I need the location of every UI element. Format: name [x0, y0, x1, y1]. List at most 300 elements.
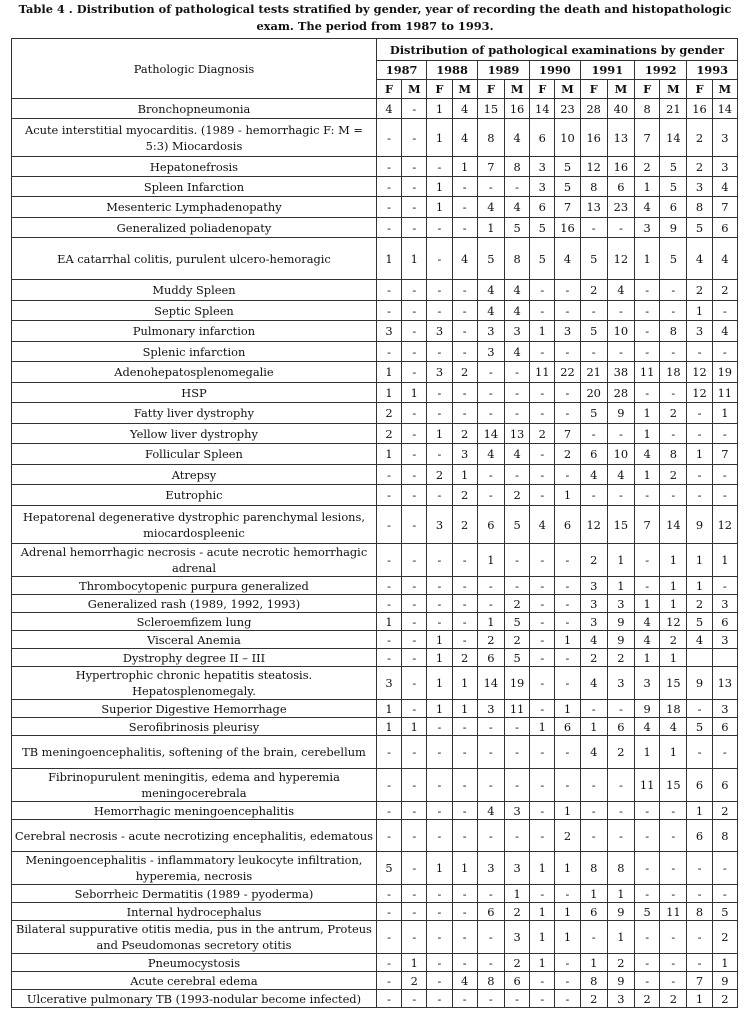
- table-row: [12, 631, 738, 649]
- value-cell: -: [402, 197, 427, 218]
- table-row: [12, 990, 738, 1008]
- value-cell: -: [635, 802, 660, 820]
- value-cell: 2: [607, 954, 634, 972]
- value-cell: 1: [427, 197, 452, 218]
- value-cell: 1: [427, 99, 452, 119]
- value-cell: 8: [660, 321, 687, 342]
- value-cell: -: [580, 769, 607, 802]
- diagnosis-cell: Hemorrhagic meningoencephalitis: [12, 802, 377, 820]
- diagnosis-cell: Acute interstitial myocarditis. (1989 - hemorrhagic F: M = 5:3) Miocardosis: [12, 119, 377, 157]
- value-cell: -: [402, 990, 427, 1008]
- value-cell: 9: [635, 700, 660, 718]
- value-cell: 13: [712, 667, 737, 700]
- value-cell: -: [660, 972, 687, 990]
- value-cell: -: [376, 577, 401, 595]
- value-cell: -: [376, 280, 401, 301]
- value-cell: -: [376, 631, 401, 649]
- value-cell: -: [635, 280, 660, 301]
- value-cell: 1: [607, 885, 634, 903]
- value-cell: 3: [530, 157, 555, 177]
- value-cell: 1: [687, 990, 712, 1008]
- value-cell: 2: [427, 465, 452, 485]
- value-cell: 3: [427, 362, 452, 383]
- value-cell: -: [530, 802, 555, 820]
- value-cell: 9: [607, 972, 634, 990]
- value-cell: -: [660, 424, 687, 444]
- value-cell: 3: [555, 321, 580, 342]
- value-cell: -: [427, 885, 452, 903]
- year-header: 1993: [687, 61, 738, 80]
- value-cell: -: [607, 820, 634, 852]
- value-cell: 9: [660, 218, 687, 238]
- value-cell: -: [712, 577, 737, 595]
- value-cell: -: [530, 990, 555, 1008]
- value-cell: 9: [687, 667, 712, 700]
- value-cell: -: [376, 595, 401, 613]
- value-cell: -: [477, 485, 504, 506]
- value-cell: 11: [504, 700, 529, 718]
- value-cell: 1: [477, 613, 504, 631]
- value-cell: -: [504, 769, 529, 802]
- value-cell: 23: [555, 99, 580, 119]
- value-cell: -: [427, 954, 452, 972]
- value-cell: -: [427, 990, 452, 1008]
- table-row: [12, 321, 738, 342]
- value-cell: 1: [555, 903, 580, 921]
- value-cell: -: [402, 280, 427, 301]
- value-cell: 1: [530, 921, 555, 954]
- value-cell: -: [402, 700, 427, 718]
- value-cell: 2: [504, 954, 529, 972]
- diagnosis-cell: Dystrophy degree II – III: [12, 649, 377, 667]
- table-row: [12, 218, 738, 238]
- value-cell: -: [555, 649, 580, 667]
- value-cell: 1: [635, 736, 660, 769]
- value-cell: 2: [580, 990, 607, 1008]
- value-cell: 1: [427, 700, 452, 718]
- value-cell: 5: [580, 238, 607, 280]
- value-cell: 6: [504, 972, 529, 990]
- value-cell: 4: [635, 613, 660, 631]
- value-cell: -: [452, 631, 477, 649]
- value-cell: 2: [712, 280, 737, 301]
- value-cell: -: [402, 177, 427, 197]
- value-cell: -: [477, 383, 504, 403]
- value-cell: 4: [555, 238, 580, 280]
- value-cell: 2: [580, 544, 607, 577]
- value-cell: -: [452, 885, 477, 903]
- value-cell: -: [635, 885, 660, 903]
- value-cell: -: [607, 301, 634, 321]
- value-cell: [687, 649, 712, 667]
- value-cell: 2: [452, 424, 477, 444]
- value-cell: -: [504, 990, 529, 1008]
- value-cell: 5: [555, 157, 580, 177]
- value-cell: 12: [712, 506, 737, 544]
- diagnosis-cell: Hepatorenal degenerative dystrophic parenchymal lesions, miocardospleenic: [12, 506, 377, 544]
- value-cell: -: [452, 921, 477, 954]
- value-cell: -: [530, 769, 555, 802]
- value-cell: -: [427, 485, 452, 506]
- value-cell: 3: [580, 577, 607, 595]
- value-cell: 4: [504, 119, 529, 157]
- value-cell: -: [660, 820, 687, 852]
- value-cell: -: [477, 736, 504, 769]
- value-cell: 5: [712, 903, 737, 921]
- value-cell: 1: [530, 903, 555, 921]
- value-cell: -: [452, 577, 477, 595]
- value-cell: 1: [580, 954, 607, 972]
- value-cell: 4: [635, 197, 660, 218]
- value-cell: 1: [712, 954, 737, 972]
- table-row: [12, 820, 738, 852]
- value-cell: -: [376, 218, 401, 238]
- value-cell: -: [402, 631, 427, 649]
- value-cell: 1: [402, 238, 427, 280]
- value-cell: -: [635, 544, 660, 577]
- value-cell: 1: [660, 544, 687, 577]
- year-header: 1991: [580, 61, 634, 80]
- value-cell: -: [376, 885, 401, 903]
- value-cell: -: [660, 852, 687, 885]
- value-cell: 4: [504, 342, 529, 362]
- sex-header: F: [376, 80, 401, 99]
- value-cell: 2: [635, 990, 660, 1008]
- diagnosis-cell: Pneumocystosis: [12, 954, 377, 972]
- value-cell: 8: [635, 99, 660, 119]
- value-cell: 1: [427, 852, 452, 885]
- value-cell: 4: [452, 238, 477, 280]
- value-cell: 16: [580, 119, 607, 157]
- value-cell: 2: [687, 119, 712, 157]
- value-cell: 5: [660, 238, 687, 280]
- value-cell: -: [427, 280, 452, 301]
- value-cell: 1: [555, 631, 580, 649]
- value-cell: -: [660, 280, 687, 301]
- table-row: [12, 238, 738, 280]
- value-cell: 5: [687, 613, 712, 631]
- value-cell: 1: [660, 577, 687, 595]
- value-cell: -: [580, 820, 607, 852]
- value-cell: -: [477, 465, 504, 485]
- value-cell: 16: [504, 99, 529, 119]
- value-cell: 1: [712, 544, 737, 577]
- value-cell: 8: [687, 197, 712, 218]
- value-cell: 3: [635, 218, 660, 238]
- value-cell: 3: [504, 852, 529, 885]
- value-cell: 1: [712, 403, 737, 424]
- diagnosis-cell: Generalized poliadenopaty: [12, 218, 377, 238]
- value-cell: 13: [504, 424, 529, 444]
- table-row: [12, 802, 738, 820]
- table-row: [12, 444, 738, 465]
- value-cell: 4: [607, 280, 634, 301]
- value-cell: 7: [687, 972, 712, 990]
- value-cell: -: [530, 667, 555, 700]
- value-cell: 1: [427, 424, 452, 444]
- value-cell: 38: [607, 362, 634, 383]
- value-cell: 2: [504, 631, 529, 649]
- value-cell: 13: [607, 119, 634, 157]
- value-cell: -: [376, 157, 401, 177]
- value-cell: 5: [580, 403, 607, 424]
- value-cell: -: [427, 595, 452, 613]
- value-cell: 4: [452, 119, 477, 157]
- value-cell: -: [580, 802, 607, 820]
- value-cell: 4: [580, 631, 607, 649]
- value-cell: 40: [607, 99, 634, 119]
- value-cell: -: [376, 544, 401, 577]
- value-cell: [712, 649, 737, 667]
- value-cell: -: [530, 342, 555, 362]
- value-cell: 1: [376, 718, 401, 736]
- value-cell: 2: [452, 649, 477, 667]
- value-cell: 15: [477, 99, 504, 119]
- value-cell: -: [427, 577, 452, 595]
- value-cell: -: [580, 424, 607, 444]
- value-cell: 1: [530, 321, 555, 342]
- value-cell: -: [477, 403, 504, 424]
- table-row: [12, 280, 738, 301]
- value-cell: 9: [687, 506, 712, 544]
- table-row: [12, 301, 738, 321]
- pathology-table: [11, 38, 738, 1008]
- value-cell: -: [376, 485, 401, 506]
- value-cell: -: [635, 921, 660, 954]
- value-cell: -: [402, 342, 427, 362]
- value-cell: 6: [477, 649, 504, 667]
- value-cell: 8: [580, 852, 607, 885]
- value-cell: -: [712, 342, 737, 362]
- value-cell: 4: [504, 301, 529, 321]
- value-cell: -: [607, 485, 634, 506]
- value-cell: 4: [607, 465, 634, 485]
- table-row: [12, 954, 738, 972]
- value-cell: -: [477, 177, 504, 197]
- value-cell: 1: [607, 921, 634, 954]
- value-cell: -: [530, 631, 555, 649]
- value-cell: 9: [607, 631, 634, 649]
- value-cell: -: [635, 852, 660, 885]
- sex-header: F: [530, 80, 555, 99]
- value-cell: 1: [635, 403, 660, 424]
- diagnosis-cell: Ulcerative pulmonary TB (1993-nodular become infected): [12, 990, 377, 1008]
- value-cell: -: [687, 700, 712, 718]
- value-cell: -: [504, 403, 529, 424]
- value-cell: 3: [607, 595, 634, 613]
- value-cell: -: [402, 119, 427, 157]
- value-cell: -: [452, 218, 477, 238]
- value-cell: -: [687, 921, 712, 954]
- value-cell: 2: [607, 649, 634, 667]
- value-cell: -: [427, 342, 452, 362]
- value-cell: 4: [712, 177, 737, 197]
- value-cell: 11: [635, 362, 660, 383]
- value-cell: 1: [402, 383, 427, 403]
- value-cell: 1: [687, 301, 712, 321]
- value-cell: 4: [635, 631, 660, 649]
- value-cell: 3: [530, 177, 555, 197]
- value-cell: 9: [607, 403, 634, 424]
- value-cell: -: [402, 820, 427, 852]
- value-cell: -: [687, 485, 712, 506]
- value-cell: 4: [580, 736, 607, 769]
- value-cell: -: [427, 238, 452, 280]
- value-cell: 6: [687, 820, 712, 852]
- value-cell: 2: [504, 485, 529, 506]
- year-header: 1987: [376, 61, 426, 80]
- diagnosis-cell: Septic Spleen: [12, 301, 377, 321]
- diagnosis-cell: EA catarrhal colitis, purulent ulcero-hemoragic: [12, 238, 377, 280]
- value-cell: 3: [477, 700, 504, 718]
- value-cell: -: [580, 921, 607, 954]
- value-cell: -: [427, 218, 452, 238]
- value-cell: 8: [660, 444, 687, 465]
- value-cell: -: [530, 820, 555, 852]
- table-row: [12, 613, 738, 631]
- value-cell: 2: [580, 280, 607, 301]
- value-cell: -: [427, 301, 452, 321]
- value-cell: 2: [452, 362, 477, 383]
- value-cell: 1: [687, 544, 712, 577]
- value-cell: -: [712, 852, 737, 885]
- value-cell: 9: [607, 903, 634, 921]
- value-cell: 1: [687, 577, 712, 595]
- value-cell: 4: [530, 506, 555, 544]
- value-cell: 8: [687, 903, 712, 921]
- value-cell: 5: [504, 506, 529, 544]
- value-cell: 12: [580, 157, 607, 177]
- value-cell: 11: [530, 362, 555, 383]
- sex-header: M: [555, 80, 580, 99]
- value-cell: 3: [504, 921, 529, 954]
- table-row: [12, 577, 738, 595]
- sex-header: M: [660, 80, 687, 99]
- value-cell: 4: [477, 802, 504, 820]
- value-cell: -: [427, 444, 452, 465]
- table-row: [12, 667, 738, 700]
- value-cell: 1: [687, 444, 712, 465]
- value-cell: -: [660, 485, 687, 506]
- value-cell: 5: [635, 903, 660, 921]
- value-cell: -: [452, 403, 477, 424]
- table-row: [12, 972, 738, 990]
- value-cell: 15: [660, 769, 687, 802]
- value-cell: -: [712, 424, 737, 444]
- value-cell: 1: [376, 700, 401, 718]
- sex-header: F: [477, 80, 504, 99]
- value-cell: 2: [555, 820, 580, 852]
- value-cell: 1: [607, 577, 634, 595]
- value-cell: 1: [580, 718, 607, 736]
- year-header: 1992: [635, 61, 687, 80]
- value-cell: -: [687, 465, 712, 485]
- value-cell: 1: [530, 718, 555, 736]
- value-cell: 2: [635, 157, 660, 177]
- value-cell: 4: [687, 631, 712, 649]
- table-row: [12, 362, 738, 383]
- value-cell: 15: [607, 506, 634, 544]
- year-header: 1989: [477, 61, 529, 80]
- value-cell: -: [376, 903, 401, 921]
- value-cell: 12: [607, 238, 634, 280]
- value-cell: 4: [635, 718, 660, 736]
- table-row: [12, 885, 738, 903]
- value-cell: 4: [452, 99, 477, 119]
- diagnosis-cell: Scleroemfizem lung: [12, 613, 377, 631]
- value-cell: 5: [504, 218, 529, 238]
- value-cell: 1: [477, 544, 504, 577]
- value-cell: 5: [660, 177, 687, 197]
- value-cell: 1: [555, 700, 580, 718]
- value-cell: 2: [555, 444, 580, 465]
- value-cell: 19: [712, 362, 737, 383]
- value-cell: 7: [555, 424, 580, 444]
- value-cell: -: [635, 577, 660, 595]
- value-cell: 1: [660, 595, 687, 613]
- table-row: [12, 736, 738, 769]
- value-cell: 6: [477, 506, 504, 544]
- value-cell: 6: [555, 718, 580, 736]
- value-cell: -: [555, 885, 580, 903]
- value-cell: 2: [712, 921, 737, 954]
- value-cell: -: [635, 383, 660, 403]
- value-cell: -: [555, 465, 580, 485]
- table-row: [12, 769, 738, 802]
- value-cell: 1: [376, 444, 401, 465]
- value-cell: 1: [635, 595, 660, 613]
- value-cell: 2: [530, 424, 555, 444]
- value-cell: -: [530, 280, 555, 301]
- table-header: [12, 39, 738, 99]
- value-cell: -: [635, 321, 660, 342]
- value-cell: 1: [555, 921, 580, 954]
- value-cell: 14: [477, 667, 504, 700]
- value-cell: 3: [477, 321, 504, 342]
- value-cell: 1: [427, 119, 452, 157]
- value-cell: 2: [687, 595, 712, 613]
- value-cell: 2: [607, 736, 634, 769]
- value-cell: 2: [376, 403, 401, 424]
- value-cell: -: [402, 544, 427, 577]
- value-cell: 3: [504, 321, 529, 342]
- value-cell: 6: [607, 177, 634, 197]
- value-cell: 8: [504, 238, 529, 280]
- value-cell: -: [555, 769, 580, 802]
- diagnosis-cell: Adenohepatosplenomegalie: [12, 362, 377, 383]
- value-cell: 4: [477, 444, 504, 465]
- value-cell: -: [530, 577, 555, 595]
- value-cell: -: [477, 595, 504, 613]
- value-cell: -: [402, 577, 427, 595]
- diagnosis-header: Pathologic Diagnosis: [12, 39, 377, 99]
- value-cell: 4: [687, 238, 712, 280]
- value-cell: 6: [712, 769, 737, 802]
- value-cell: 2: [660, 403, 687, 424]
- value-cell: -: [504, 577, 529, 595]
- value-cell: -: [427, 802, 452, 820]
- value-cell: -: [477, 362, 504, 383]
- diagnosis-cell: Mesenteric Lymphadenopathy: [12, 197, 377, 218]
- value-cell: 1: [427, 631, 452, 649]
- value-cell: -: [635, 485, 660, 506]
- diagnosis-cell: TB meningoencephalitis, softening of the brain, cerebellum: [12, 736, 377, 769]
- sex-header: F: [427, 80, 452, 99]
- value-cell: -: [402, 424, 427, 444]
- diagnosis-cell: Fibrinopurulent meningitis, edema and hyperemia meningocerebrala: [12, 769, 377, 802]
- value-cell: -: [452, 342, 477, 362]
- value-cell: 4: [635, 444, 660, 465]
